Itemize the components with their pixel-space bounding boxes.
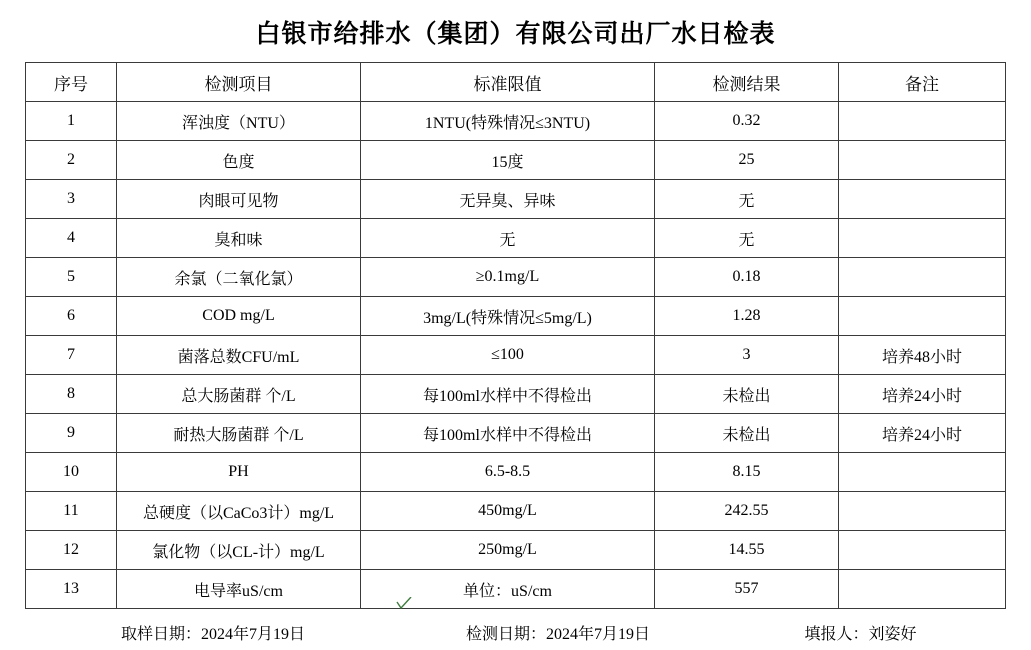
cell-limit: ≥0.1mg/L bbox=[361, 258, 655, 297]
cell-limit: 6.5-8.5 bbox=[361, 453, 655, 492]
cell-limit: 无异臭、异味 bbox=[361, 180, 655, 219]
header-cell-item: 检测项目 bbox=[117, 63, 361, 102]
cell-no: 10 bbox=[26, 453, 117, 492]
cell-no: 13 bbox=[26, 570, 117, 609]
water-quality-table bbox=[25, 62, 1006, 609]
cell-no: 2 bbox=[26, 141, 117, 180]
cell-item: 电导率uS/cm bbox=[117, 570, 361, 609]
header-cell-limit: 标准限值 bbox=[361, 63, 655, 102]
cell-limit: 250mg/L bbox=[361, 531, 655, 570]
cell-remark bbox=[839, 258, 1006, 297]
table-row bbox=[26, 375, 1006, 414]
cell-limit: 每100ml水样中不得检出 bbox=[361, 375, 655, 414]
table-row bbox=[26, 414, 1006, 453]
table-row bbox=[26, 219, 1006, 258]
sample-date-label: 取样日期：2024年7月19日 bbox=[120, 625, 305, 643]
cell-remark bbox=[839, 570, 1006, 609]
cell-item: 余氯（二氧化氯） bbox=[117, 258, 361, 297]
cell-remark: 培养48小时 bbox=[839, 336, 1006, 375]
cell-remark: 培养24小时 bbox=[839, 414, 1006, 453]
cell-item: 耐热大肠菌群 个/L bbox=[117, 414, 361, 453]
cell-limit: 无 bbox=[361, 219, 655, 258]
cell-item: 总大肠菌群 个/L bbox=[117, 375, 361, 414]
cell-result: 未检出 bbox=[655, 375, 839, 414]
cell-remark bbox=[839, 102, 1006, 141]
cell-remark: 培养24小时 bbox=[839, 375, 1006, 414]
cell-item: 菌落总数CFU/mL bbox=[117, 336, 361, 375]
cell-no: 6 bbox=[26, 297, 117, 336]
cell-limit: 3mg/L(特殊情况≤5mg/L) bbox=[361, 297, 655, 336]
table-row bbox=[26, 102, 1006, 141]
cell-limit: 每100ml水样中不得检出 bbox=[361, 414, 655, 453]
table-row bbox=[26, 297, 1006, 336]
cell-result: 3 bbox=[655, 336, 839, 375]
header-cell-no: 序号 bbox=[26, 63, 117, 102]
cell-result: 25 bbox=[655, 141, 839, 180]
cell-result: 未检出 bbox=[655, 414, 839, 453]
cell-no: 4 bbox=[26, 219, 117, 258]
cell-limit: ≤100 bbox=[361, 336, 655, 375]
cell-result: 1.28 bbox=[655, 297, 839, 336]
cell-remark bbox=[839, 492, 1006, 531]
cell-result: 14.55 bbox=[655, 531, 839, 570]
header-cell-result: 检测结果 bbox=[655, 63, 839, 102]
cell-result: 242.55 bbox=[655, 492, 839, 531]
table-row bbox=[26, 336, 1006, 375]
filler-name-label: 填报人：刘姿好 bbox=[804, 625, 917, 643]
cell-item: 臭和味 bbox=[117, 219, 361, 258]
table-row bbox=[26, 492, 1006, 531]
cell-remark bbox=[839, 297, 1006, 336]
page-title: 白银市给排水（集团）有限公司出厂水日检表 bbox=[255, 19, 776, 48]
cell-item: 肉眼可见物 bbox=[117, 180, 361, 219]
cell-result: 0.32 bbox=[655, 102, 839, 141]
table-row bbox=[26, 180, 1006, 219]
cell-no: 7 bbox=[26, 336, 117, 375]
cell-result: 557 bbox=[655, 570, 839, 609]
table-row bbox=[26, 570, 1006, 609]
cell-remark bbox=[839, 141, 1006, 180]
cell-result: 0.18 bbox=[655, 258, 839, 297]
cell-remark bbox=[839, 180, 1006, 219]
cell-no: 3 bbox=[26, 180, 117, 219]
cell-result: 无 bbox=[655, 219, 839, 258]
cell-item: 总硬度（以CaCo3计）mg/L bbox=[117, 492, 361, 531]
cell-no: 11 bbox=[26, 492, 117, 531]
cell-no: 12 bbox=[26, 531, 117, 570]
footer bbox=[48, 609, 983, 649]
cell-limit: 1NTU(特殊情况≤3NTU) bbox=[361, 102, 655, 141]
table-row bbox=[26, 258, 1006, 297]
cell-limit: 450mg/L bbox=[361, 492, 655, 531]
cell-limit: 单位：uS/cm bbox=[361, 570, 655, 609]
cell-item: PH bbox=[117, 453, 361, 492]
cell-no: 5 bbox=[26, 258, 117, 297]
cell-remark bbox=[839, 453, 1006, 492]
cell-item: 色度 bbox=[117, 141, 361, 180]
cell-no: 9 bbox=[26, 414, 117, 453]
table-header-row bbox=[26, 63, 1006, 102]
table-row bbox=[26, 141, 1006, 180]
table-row bbox=[26, 531, 1006, 570]
cell-remark bbox=[839, 219, 1006, 258]
cell-item: 氯化物（以CL-计）mg/L bbox=[117, 531, 361, 570]
test-date-label: 检测日期：2024年7月19日 bbox=[465, 625, 650, 643]
header-cell-remark: 备注 bbox=[839, 63, 1006, 102]
cell-result: 8.15 bbox=[655, 453, 839, 492]
cell-item: COD mg/L bbox=[117, 297, 361, 336]
cell-result: 无 bbox=[655, 180, 839, 219]
cell-no: 1 bbox=[26, 102, 117, 141]
cell-no: 8 bbox=[26, 375, 117, 414]
table-body bbox=[26, 102, 1006, 609]
cell-item: 浑浊度（NTU） bbox=[117, 102, 361, 141]
table-row bbox=[26, 453, 1006, 492]
cell-limit: 15度 bbox=[361, 141, 655, 180]
cell-remark bbox=[839, 531, 1006, 570]
table-header bbox=[26, 63, 1006, 102]
